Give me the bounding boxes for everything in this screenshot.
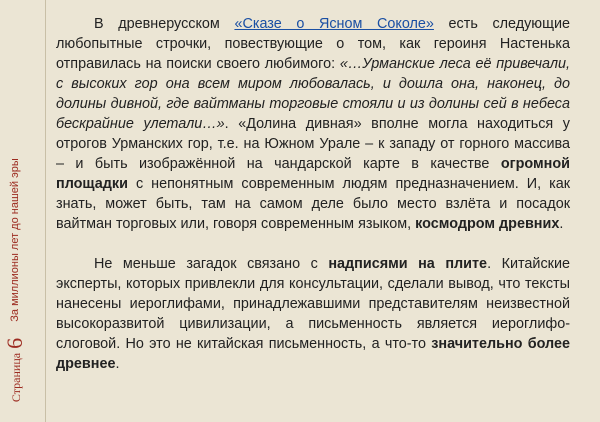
- story-link[interactable]: «Сказе о Ясном Соколе»: [234, 16, 434, 32]
- paragraph-1: [56, 14, 570, 234]
- paragraph-2: [56, 254, 570, 374]
- margin-divider: [45, 0, 46, 422]
- emphasis-cosmodrome: космодром древних: [415, 216, 560, 232]
- emphasis-platform: огромной площадки: [56, 156, 570, 192]
- text-span: с непонятным современным людям предназначением. И, как знать, может быть, там на самом деле было место взлёта и посадок вайтман торговых или, говоря современным языком,: [56, 176, 570, 232]
- text-span: есть следующие любопытные строчки, повествующие о том, как героиня Настенька отправилась на поиски своего любимого:: [56, 16, 570, 72]
- text-span: .: [559, 216, 564, 232]
- text-span: . Китайские эксперты, которых привлекли для консультации, сделали вывод, что тексты нанесены иероглифами, принадлежавшими представителям неизвестной высокоразвитой цивилизации, а письменность является иероглифо-слоговой. Но это не китайская письменность, а что-то: [56, 256, 571, 352]
- text-span: .: [115, 356, 120, 372]
- page-number: 6: [2, 337, 27, 349]
- text-span: . «Долина дивная» вполне могла находиться у отрогов Урманских гор, т.е. на Южном Урале – к западу от горного массива – и быть изображённой на чандарской карте в качестве: [56, 116, 570, 172]
- book-title-vertical: За миллионы лет до нашей эры: [9, 158, 21, 322]
- emphasis-inscriptions: надписями на плите: [328, 256, 488, 272]
- emphasis-ancient: значительно более древнее: [56, 336, 570, 372]
- story-quote: «…Урманские леса её привечали, с высоких гор она всем миром любовалась, и дошла она, наконец, до долины дивной, где вайтманы торговые стояли и из долины сей в небеса бескрайние улетали…»: [56, 56, 571, 132]
- main-text: [56, 14, 570, 374]
- text-span: Не меньше загадок связано с: [94, 256, 329, 272]
- text-span: В древнерусском: [94, 16, 235, 32]
- page-word: Страница: [9, 352, 23, 403]
- page-number-label: [2, 338, 28, 402]
